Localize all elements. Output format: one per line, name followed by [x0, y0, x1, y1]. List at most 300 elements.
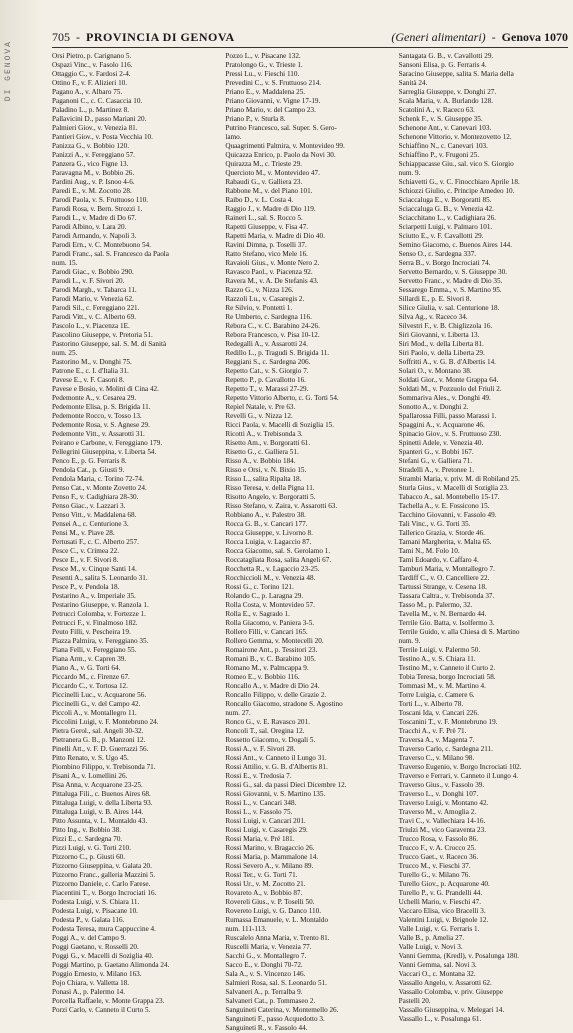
listing-entry: Rumassa Emanuele, v. L. Montaldo: [225, 916, 329, 924]
listing-entry: Scatolini A., v. Raceco 63.: [398, 106, 475, 114]
listing-entry: Quirazza M., c. Trieste 29.: [225, 160, 302, 168]
header-left: 705 - PROVINCIA DI GENOVA: [52, 30, 235, 44]
listing-entry: Piccardo M., c. Firenze 67.: [52, 673, 130, 681]
listing-entry: Tacchino Giovanni, v. Fassolo 49.: [398, 511, 497, 519]
listing-entry: Traverso Eugenio, v. Borgo Incrociati 102.: [398, 763, 522, 771]
listing-entry: Rocca Giacomo, sal. S. Gerolamo 1.: [225, 547, 331, 555]
listing-entry: Rossi Ant., v. Canneto il Lungo 31.: [225, 754, 327, 762]
listing-entry: Torti L., v. Alberto 78.: [398, 700, 464, 708]
listing-entry: Serra B., v. Borgo Incrociati 74.: [398, 259, 491, 267]
listing-entry: Panzera G., vico Figne 13.: [52, 160, 129, 168]
listing-entry: Pestarino Giuseppe, v. Ranzola 1.: [52, 601, 149, 609]
listing-entry: Rocca Giuseppe, v. Livorno 8.: [225, 529, 313, 537]
listing-entry: Prevedini C., v. S. Fruttuoso 214.: [225, 79, 322, 87]
listing-entry: Silice Giulia, v. sal. Centurione 18.: [398, 304, 500, 312]
listing-entry: Solari O., v. Montano 38.: [398, 367, 472, 375]
listing-entry: Sonotto A., v. Donghi 2.: [398, 403, 469, 411]
listing-entry: Redegalli A., v. Assarotti 24.: [225, 340, 308, 348]
listing-entry: Vassallo Colomba, v. priv. Giuseppe: [398, 988, 503, 996]
listing-entry: Torre Luigia, c. Camere 6.: [398, 691, 475, 699]
listing-entry: Rossi Maria, v. Pré 181.: [225, 835, 295, 843]
header-city-page: Genova 1070: [501, 30, 568, 44]
listing-entry: Risso Teresa, v. della Pigna 11.: [225, 484, 315, 492]
listing-entry: Pizzorno Daniele, c. Carlo Farese.: [52, 880, 151, 888]
listing-entry: Semino Giacomo, c. Buenos Aires 144.: [398, 241, 513, 249]
listing-entry: Quercioto M., v. Montevideo 47.: [225, 169, 320, 177]
listing-entry: Penso F., v. Cadighiara 28-30.: [52, 493, 139, 501]
listing-entry: Piana Felli, v. Fereggiano 55.: [52, 646, 137, 654]
listing-entry: Pitto Renato, v. S. Ugo 45.: [52, 754, 129, 762]
listing-column-2: [225, 52, 394, 1032]
listing-entry: num. 25.: [52, 349, 78, 357]
listing-entry: Repetto P., p. Cavallotto 16.: [225, 376, 306, 384]
listing-entry: Pittaluga Luigi, v. della Liberta 93.: [52, 799, 153, 807]
listing-entry: Risso A., v. Bobbio 184.: [225, 457, 296, 465]
listing-entry: Senso O., c. Sardegna 337.: [398, 250, 477, 258]
listing-entry: Rocchiccioli M., v. Venezia 48.: [225, 574, 316, 582]
listing-entry: Pesce M., v. Cinque Santi 14.: [52, 565, 137, 573]
listing-entry: Pastorino Giuseppe, sal. S. M. di Sanità: [52, 340, 167, 348]
listing-entry: Trucco Rosa, v. Fassolo 86.: [398, 835, 478, 843]
listing-entry: Robbiano A., v. Palestro 38.: [225, 511, 306, 519]
listing-entry: Paladino L., p. Martinez 8.: [52, 106, 130, 114]
listing-entry: Soffritti A., v. G. B. d'Albertis 14.: [398, 358, 496, 366]
listing-entry: Tasso M., p. Palermo, 32.: [398, 601, 473, 609]
listing-entry: Patrone E., c. I. d'Italia 31.: [52, 367, 129, 375]
listing-entry: Pizzi Luigi, v. G. Torti 210.: [52, 844, 131, 852]
listing-entry: Sciacchitano L., v. Cadighiara 26.: [398, 214, 496, 222]
listing-entry: Tali Vinc., v. G. Torti 35.: [398, 520, 471, 528]
listing-entry: Rossi Marino, v. Bragaccio 26.: [225, 844, 315, 852]
listing-entry: Piano A., v. G. Torti 64.: [52, 664, 121, 672]
listing-entry: Romani B., v. C. Barabino 105.: [225, 655, 316, 663]
listing-entry: Paravagna M., v. Bobbio 26.: [52, 169, 135, 177]
listing-entry: Parodi Ern., v. C. Montebuono 54.: [52, 241, 151, 249]
listing-entry: Rossi Ter., v. G. Torti 71.: [225, 871, 298, 879]
listing-entry: Pavese E., v. F. Casoni 8.: [52, 376, 125, 384]
listing-entry: Priano Mario, v. del Campo 23.: [225, 106, 316, 114]
listing-entry: Sillardi E., p. E. Sivori 8.: [398, 295, 472, 303]
listing-entry: Vanni Gemma, sal. Novi 3.: [398, 961, 477, 969]
listing-entry: Rollero Gemma, v. Montecelli 20.: [225, 637, 324, 645]
listing-entry: Romeo E., v. Bobbio 116.: [225, 673, 300, 681]
listing-entry: Parodi Mario, v. Venezia 62.: [52, 295, 134, 303]
listing-entry: Rossi G., sal. da passi Dieci Dicembre 12.: [225, 781, 347, 789]
listing-columns: [52, 52, 568, 1032]
listing-entry: Paredi E., v. M. Zocotto 28.: [52, 187, 132, 195]
listing-entry: Pagano A., v. Albaro 75.: [52, 88, 123, 96]
listing-entry: Ottino F., v. F. Alizieri 10.: [52, 79, 128, 87]
listing-entry: Santagata G. B., v. Cavallotti 29.: [398, 52, 494, 60]
listing-entry: Ruscalelo Anna Maria, v. Trento 81.: [225, 934, 330, 942]
listing-entry: Triulzi M., vico Garaventa 23.: [398, 826, 487, 834]
listing-entry: Pesce C., v. Crimea 22.: [52, 547, 120, 555]
listing-entry: Rossi Giovanni, v. S. Martino 135.: [225, 790, 326, 798]
listing-entry: Pantieri Giov., v. Posta Vecchia 10.: [52, 133, 153, 141]
listing-entry: Rapetti Maria, v. Madre di Dio 40.: [225, 232, 325, 240]
listing-entry: Risetto Am., v. Borgoratti 61.: [225, 439, 311, 447]
listing-entry: Rebora Francesco, v. Pisa 10-12.: [225, 331, 320, 339]
listing-entry: Testino A., v. S. Chiara 11.: [398, 655, 476, 663]
listing-entry: Poggi G., v. Macelli di Soziglia 40.: [52, 952, 154, 960]
listing-column-3: [398, 52, 568, 1023]
listing-entry: Raineri L., sal. S. Rocco 5.: [225, 214, 303, 222]
listing-entry: Salvaneri Cat., p. Tommaseo 2.: [225, 997, 316, 1005]
listing-entry: Penco E., p. G. Ferraris 8.: [52, 457, 127, 465]
listing-entry: Piccinelli Luc., v. Acquarone 56.: [52, 691, 147, 699]
listing-entry: Poggi Martino, p. Gaetano Alimonda 24.: [52, 961, 170, 969]
listing-entry: Penso Cat., v. Monte Zovetto 24.: [52, 484, 147, 492]
listing-entry: Tamani Margherita, v. Malta 65.: [398, 538, 492, 546]
listing-entry: Pittaluga Fili., c. Buenos Aires 68.: [52, 790, 151, 798]
listing-entry: Razzoli Lu., v. Casaregis 2.: [225, 295, 305, 303]
listing-entry: Parodi Paola, v. S. Fruttuoso 110.: [52, 196, 149, 204]
listing-entry: Peirano e Carbone, v. Fereggiano 179.: [52, 439, 163, 447]
listing-entry: Poggio Ernesto, v. Milano 163.: [52, 970, 142, 978]
listing-entry: Valle Luigi, v. Novi 3.: [398, 943, 463, 951]
listing-entry: Parodi Albino, v. Lara 20.: [52, 223, 127, 231]
page-header: [52, 30, 568, 48]
listing-entry: Rovereto Luigi, v. G. Danco 110.: [225, 907, 322, 915]
listing-entry: Tartussi Strange, v. Cesena 18.: [398, 583, 487, 591]
listing-entry: Tassara Caltra., v. Trebisonda 37.: [398, 592, 495, 600]
listing-entry: Schenk F., v. S. Giuseppe 35.: [398, 115, 483, 123]
listing-entry: Scala Maria, v. A. Burlando 128.: [398, 97, 494, 105]
listing-entry: Traverso Gius., v. Fassolo 39.: [398, 781, 485, 789]
listing-entry: Pensei A., c. Centurione 3.: [52, 520, 129, 528]
listing-entry: Tardiff C., v. O. Cancelliere 22.: [398, 574, 490, 582]
listing-entry: Traverso M., v. Amoglia 2.: [398, 808, 477, 816]
listing-entry: Pedemonte Elisa, p. S. Brigida 11.: [52, 403, 151, 411]
listing-entry: Rolla Costa, v. Montevideo 57.: [225, 601, 315, 609]
listing-entry: Traverso e Ferrari, v. Canneto il Lungo 4.: [398, 772, 519, 780]
listing-entry: Ruscelli Maria, v. Venezia 77.: [225, 943, 312, 951]
listing-entry: Parodi Rosa, v. Bern. Strozzi 1.: [52, 205, 143, 213]
page-number: 705: [52, 30, 70, 44]
listing-entry: Pizzorno Franc., galleria Mazzini 5.: [52, 871, 156, 879]
listing-entry: Spanteri G., v. Bobbi 167.: [398, 448, 474, 456]
listing-entry: Vanni Gemma, (Kredl), v. Posalunga 180.: [398, 952, 519, 960]
listing-entry: Siri Mod., v. della Liberta 81.: [398, 340, 484, 348]
listing-entry: Vaccari O., c. Montana 32.: [398, 970, 476, 978]
listing-entry: Ratto Stefano, vico Mele 16.: [225, 250, 308, 258]
listing-entry: Trucco M., v. Fieschi 37.: [398, 862, 471, 870]
listing-entry: Revelli G., v. Nizza 12.: [225, 412, 293, 420]
listing-entry: Tachella A., v. E. Fossicono 15.: [398, 502, 490, 510]
listing-entry: Sciutto E., v. F. Cavallotti 29.: [398, 232, 484, 240]
listing-entry: Re Umberto, c. Sardegna 116.: [225, 313, 312, 321]
listing-entry: Pesce E., v. F. Sivori 8.: [52, 556, 119, 564]
listing-entry: Pastorino M., v. Donghi 75.: [52, 358, 132, 366]
listing-entry: Razzo G., v. Nizza 126.: [225, 286, 294, 294]
listing-entry: Repetto Cat., v. S. Giorgio 7.: [225, 367, 309, 375]
listing-entry: Parodi Franc., sal. S. Francesco da Paola: [52, 250, 169, 258]
listing-entry: Petrucci F., v. Finalmoso 182.: [52, 619, 138, 627]
listing-entry: Podesta P., v. Galata 116.: [52, 916, 125, 924]
listing-entry: num. 15.: [52, 259, 78, 267]
listing-entry: Tami Edoardo, v. Caffaro 4.: [398, 556, 479, 564]
listing-entry: Tommasi M., v. M. Martino 4.: [398, 682, 486, 690]
listing-entry: Pietra Gerol., sal. Angeli 30-32.: [52, 727, 144, 735]
listing-entry: Pesce P., v. Pendola 18.: [52, 583, 120, 591]
listing-entry: Panizza G., v. Bobbio 120.: [52, 142, 129, 150]
header-province-title: PROVINCIA DI GENOVA: [86, 30, 235, 44]
listing-entry: Travi C., v. Vallechiara 14-16.: [398, 817, 486, 825]
listing-entry: Roncallo A., v. Madre di Dio 24.: [225, 682, 320, 690]
listing-entry: Sacco E., v. Donghi 70-72.: [225, 961, 303, 969]
listing-entry: Re Silvio, v. Pontetti 1.: [225, 304, 293, 312]
header-right: (Generi alimentari) - Genova 1070: [391, 30, 568, 44]
listing-entry: Trucco F., v. A. Crocco 25.: [398, 844, 477, 852]
listing-entry: Palmieri Giov., v. Venezia 81.: [52, 124, 138, 132]
listing-entry: Terrile Guido, v. alla Chiesa di S. Martino: [398, 628, 520, 636]
listing-entry: Risotto Angelo, v. Borgoratti 5.: [225, 493, 316, 501]
listing-entry: Servetto Franc., v. Madre di Dio 35.: [398, 277, 503, 285]
listing-entry: Toscani Ida, v. Cancari 226.: [398, 709, 479, 717]
listing-entry: Sacchi G., v. Montallegro 7.: [225, 952, 307, 960]
listing-entry: Sciarpetti Luigi, v. Palmaro 101.: [398, 223, 493, 231]
listing-entry: Rossi L., v. Fassolo 75.: [225, 808, 293, 816]
listing-entry: Spinetti Adele, v. Venezia 40.: [398, 439, 484, 447]
listing-entry: Ricotti A., v. Trebisonda 3.: [225, 430, 303, 438]
listing-entry: Tabacco A., sal. Montebello 15-17.: [398, 493, 500, 501]
listing-entry: Terrile Gio. Batta, v. Isolfermo 3.: [398, 619, 495, 627]
listing-entry: Paganoni C., c. C. Casaccia 10.: [52, 97, 143, 105]
listing-entry: Pietranera G. B., p. Manzoni 12.: [52, 736, 146, 744]
listing-entry: num. 9.: [398, 637, 421, 645]
listing-entry: Pascolo L., v. Piacenza 1E.: [52, 322, 130, 330]
listing-entry: Ricci Paola, v. Macelli di Soziglia 15.: [225, 421, 335, 429]
listing-entry: Sciaccaluga E., v. Borgoratti 85.: [398, 196, 492, 204]
listing-entry: Penso Giac., v. Lazzari 3.: [52, 502, 126, 510]
listing-entry: Pratolongo G., v. Trieste 1.: [225, 61, 303, 69]
listing-entry: Pendola Maria, c. Torino 72-74.: [52, 475, 144, 483]
listing-entry: Rocca G. B., v. Cancari 177.: [225, 520, 308, 528]
listing-entry: Pisa Anna, v. Acquarone 23-25.: [52, 781, 143, 789]
listing-entry: Rocchetta R., v. Lagaccio 23-25.: [225, 565, 320, 573]
listing-entry: Turello G., v. Milano 76.: [398, 871, 471, 879]
listing-entry: Ponasi A., p. Palermo 14.: [52, 988, 126, 996]
listing-entry: Ospazi Vinc., v. Fasolo 116.: [52, 61, 133, 69]
listing-entry: Priano Giovanni, v. Vigne 17-19.: [225, 97, 321, 105]
listing-entry: Saracino Giuseppe, salita S. Maria della: [398, 70, 514, 78]
listing-entry: Rolla E., v. Sagrado 1.: [225, 610, 290, 618]
listing-entry: Silva Ag., v. Raceco 34.: [398, 313, 468, 321]
listing-entry: Pellegrini Giuseppina, v. Liberta 54.: [52, 448, 157, 456]
listing-entry: Panizzi A., v. Fereggiano 57.: [52, 151, 135, 159]
listing-entry: Rolla Giacomo, v. Paniera 3-5.: [225, 619, 315, 627]
listing-entry: Piccinelli G., v. del Campo 42.: [52, 700, 141, 708]
listing-entry: Quaagrimenti Palmira, v. Montevideo 99.: [225, 142, 345, 150]
listing-entry: Uchelli Mario, v. Fieschi 47.: [398, 898, 482, 906]
listing-entry: Parodi Giac., v. Bobbio 290.: [52, 268, 134, 276]
listing-entry: Rovereli Gius., v. P. Toselli 50.: [225, 898, 315, 906]
listing-entry: Sturla Gius., v. Macelli di Soziglia 23.: [398, 484, 509, 492]
listing-entry: Quicazza Enrico, p. Paolo da Novi 30.: [225, 151, 336, 159]
listing-entry: Trucco Gaet., v. Raceco 36.: [398, 853, 479, 861]
listing-entry: Rocca Luigia, v. Lagaccio 87.: [225, 538, 312, 546]
listing-entry: Pestarino A., v. Imperiale 35.: [52, 592, 136, 600]
listing-entry: Vassallo Angelo, v. Assarotti 62.: [398, 979, 492, 987]
listing-entry: Rossi Severo A., v. Milano 89.: [225, 862, 314, 870]
listing-entry: num. 27.: [225, 709, 251, 717]
listing-entry: Schiaffino N., c. Canevari 103.: [398, 142, 488, 150]
listing-entry: Rapetti Giuseppe, v. Fisa 47.: [225, 223, 309, 231]
listing-entry: Risso e Orsi, v. N. Bixio 15.: [225, 466, 307, 474]
listing-entry: Traverso L., v. Donghi 107.: [398, 790, 479, 798]
listing-entry: Rollero Filli, v. Cancari 165.: [225, 628, 308, 636]
listing-entry: Tobia Teresa, borgo Incrociati 58.: [398, 673, 496, 681]
listing-entry: Rolando C., p. Laragna 29.: [225, 592, 304, 600]
listing-entry: Salmieri Rosa, sal. S. Leonardo 51.: [225, 979, 327, 987]
listing-entry: Rebora C., v. C. Barabino 24-26.: [225, 322, 320, 330]
listing-entry: Piana Arm., v. Capren 39.: [52, 655, 127, 663]
listing-entry: Porcella Raffaele, v. Monte Grappa 23.: [52, 997, 165, 1005]
listing-entry: Ravasco Paol., v. Piacenza 92.: [225, 268, 313, 276]
listing-entry: Spaggini A., v. Acquarone 46.: [398, 421, 485, 429]
listing-entry: Ravera M., v. A. De Stefanis 43.: [225, 277, 319, 285]
listing-entry: Priano P., v. Sturla 8.: [225, 115, 286, 123]
listing-entry: Pascolino Giuseppe, v. Pretoria 51.: [52, 331, 153, 339]
listing-entry: Schiappacasse Giu., sal. vico S. Giorgio: [398, 160, 514, 168]
listing-entry: Piazza Palmira, v. Fereggiano 35.: [52, 637, 149, 645]
listing-entry: Poggi A., v. del Campo 9.: [52, 934, 127, 942]
listing-entry: Valle B., p. Amelia 27.: [398, 934, 465, 942]
listing-entry: Repiel Natale, v. Pre 63.: [225, 403, 296, 411]
listing-entry: Risetto G., c. Galliera 51.: [225, 448, 299, 456]
listing-entry: Pardini Aug., v. P. Isnoo 4-6.: [52, 178, 135, 186]
listing-column-1: [52, 52, 221, 1014]
listing-entry: Rossi G., c. Torino 121.: [225, 583, 294, 591]
listing-entry: Parodi L., v. Madre di Do 67.: [52, 214, 137, 222]
listing-entry: Pastelli 20.: [398, 997, 431, 1005]
listing-entry: Stradelli A., v. Pretonee 1.: [398, 466, 475, 474]
listing-entry: Rossi E., v. Tredosia 7.: [225, 772, 292, 780]
listing-entry: Schiavetti G., v. C. Finocchiaro Aprile 18.: [398, 178, 520, 186]
listing-entry: Vassallo L., v. Posalunga 61.: [398, 1015, 482, 1023]
listing-entry: Parodi Sil., c. Fereggiano 221.: [52, 304, 140, 312]
header-section: (Generi alimentari): [391, 30, 486, 44]
listing-entry: Putrino Francesco, sal. Super. S. Gero-: [225, 124, 337, 132]
listing-entry: Parodi Armando, v. Napoli 3.: [52, 232, 137, 240]
listing-entry: Repetto Vittorio Alberto, c. G. Torti 54.: [225, 394, 339, 402]
listing-entry: Parodi Vitt., v. C. Alberto 69.: [52, 313, 137, 321]
listing-entry: Stefani G., v. Galliera 71.: [398, 457, 473, 465]
listing-entry: lamo.: [225, 133, 242, 141]
listing-entry: Romairone Ant., p. Tessitori 23.: [225, 646, 318, 654]
listing-entry: Pizzorno C., p. Giusti 60.: [52, 853, 126, 861]
listing-entry: Piccoli A., v. Montallegro 11.: [52, 709, 137, 717]
listing-entry: Pesenti A., salita S. Leonardo 31.: [52, 574, 148, 582]
listing-entry: Valle Luigi, v. G. Ferraris 1.: [398, 925, 480, 933]
listing-entry: Orsi Pietro, p. Carignano 5.: [52, 52, 132, 60]
listing-entry: Traversa A., v. Magenta 7.: [398, 736, 475, 744]
listing-entry: Sarreglia Giuseppe, v. Donghi 27.: [398, 88, 497, 96]
listing-entry: Silvestri F., v. B. Chiglizzola 16.: [398, 322, 493, 330]
listing-entry: Vaccaro Elisa, vico Bracelli 3.: [398, 907, 486, 915]
listing-entry: Pavese e Bosio, v. Molini di Cina 42.: [52, 385, 159, 393]
listing-entry: Sciaccaluga G. B., v. Venezia 42.: [398, 205, 494, 213]
listing-entry: Peuto Filli, v. Pescheira 19.: [52, 628, 131, 636]
listing-entry: num. 9.: [398, 169, 421, 177]
listing-entry: Soldati M., v. Pozzuolo del Friuli 2.: [398, 385, 502, 393]
listing-entry: Pedemonte Vitt., v. Assarotti 31.: [52, 430, 145, 438]
listing-entry: Rossi Luigi, v. Cancari 201.: [225, 817, 306, 825]
listing-entry: Rossi Luigi, v. Casaregis 29.: [225, 826, 308, 834]
listing-entry: Soldati Gior., v. Monte Grappa 64.: [398, 376, 499, 384]
listing-entry: Rossi Maria, p. Mammalone 14.: [225, 853, 319, 861]
listing-entry: Vassallo Giuseppina, v. Melegari 14.: [398, 1006, 505, 1014]
listing-entry: Strambi Maria, v. priv. M. di Robiland 25.: [398, 475, 520, 483]
listing-entry: Porzi Carlo, v. Canneto il Curto 5.: [52, 1006, 151, 1014]
listing-entry: Schiaffino P., v. Frugoni 25.: [398, 151, 480, 159]
listing-entry: Repetto T., v. Marassi 27-29.: [225, 385, 309, 393]
listing-entry: Sansoni Elisa, p. G. Ferraris 4.: [398, 61, 487, 69]
listing-entry: Roncallo Filippo, v. delle Grazie 2.: [225, 691, 327, 699]
listing-entry: Pedemonte Rocco, v. Tosso 13.: [52, 412, 142, 420]
listing-entry: Valentini Luigi, v. Brignole 12.: [398, 916, 489, 924]
listing-entry: Reggiani S., c. Sardegna 206.: [225, 358, 311, 366]
listing-entry: Roncoli T., sal. Oregina 12.: [225, 727, 305, 735]
listing-entry: Piacentini T., v. Borgo Incrociati 16.: [52, 889, 157, 897]
listing-entry: num. 111-113.: [225, 925, 267, 933]
listing-entry: Sanguineti F., passo Acquedotto 3.: [225, 1015, 325, 1023]
listing-entry: Spallarossa Filli, passo Marassi 1.: [398, 412, 497, 420]
listing-entry: Tavella M., v. N. Bernardo 44.: [398, 610, 487, 618]
listing-entry: Tami N., M. Folo 10.: [398, 547, 460, 555]
listing-entry: Pensi M., v. Piave 28.: [52, 529, 115, 537]
listing-entry: Pressi Lu., v. Fieschi 110.: [225, 70, 300, 78]
listing-entry: Sessarego Emma., v. S. Martino 95.: [398, 286, 502, 294]
listing-entry: Traverso Luigi, v. Montano 42.: [398, 799, 489, 807]
listing-entry: Turello Giov., p. Acquarone 40.: [398, 880, 490, 888]
listing-entry: Schiozzi Giulio, c. Principe Amedeo 10.: [398, 187, 515, 195]
listing-entry: Ronco G., v. E. Ravasco 201.: [225, 718, 310, 726]
directory-page: [52, 30, 568, 1032]
listing-entry: Raibo D., v. L. Costa 4.: [225, 196, 294, 204]
listing-entry: Priano E., v. Maddalena 25.: [225, 88, 306, 96]
listing-entry: Piombino Filippo, v. Trebisonda 71.: [52, 763, 156, 771]
listing-entry: Pendola Cat., p. Giusti 9.: [52, 466, 125, 474]
listing-entry: Ravini Dimna, p. Toselli 37.: [225, 241, 307, 249]
listing-entry: Ravaioli Gius., v. Monte Nero 2.: [225, 259, 320, 267]
listing-entry: Rossi L., v. Cancari 348.: [225, 799, 297, 807]
listing-entry: Siri Giovanni, v. Liberta 13.: [398, 331, 480, 339]
listing-entry: Podesta Luigi, v. Pisacane 10.: [52, 907, 138, 915]
listing-entry: Pizzorno Giuseppina, v. Galata 20.: [52, 862, 152, 870]
listing-entry: Pedemonte Rosa, v. S. Agnese 29.: [52, 421, 150, 429]
listing-entry: Rabbone M., v. del Piano 101.: [225, 187, 313, 195]
listing-entry: Sala A., v. S. Vincenzo 146.: [225, 970, 306, 978]
listing-entry: Salvaneri A., p. Terralba 9.: [225, 988, 303, 996]
listing-entry: Pedemonte A., v. Cesarea 29.: [52, 394, 137, 402]
listing-entry: Rossi A., v. F. Sivori 28.: [225, 745, 296, 753]
listing-entry: Pisani A., v. Lomellini 26.: [52, 772, 128, 780]
listing-entry: Traverso Carlo, c. Sardegna 211.: [398, 745, 493, 753]
listing-entry: Pallavicini D., passo Mariani 20.: [52, 115, 147, 123]
listing-entry: Raggio J., v. Madre di Dio 119.: [225, 205, 316, 213]
listing-entry: Sommariva Ales., v. Donghi 49.: [398, 394, 491, 402]
listing-entry: Tallerico Grazia, v. Storde 46.: [398, 529, 485, 537]
listing-entry: Pozzo L., v. Pisacane 132.: [225, 52, 301, 60]
listing-entry: Testino M., v. Canneto il Curto 2.: [398, 664, 496, 672]
listing-entry: Parodi Margh., v. Tabarca 11.: [52, 286, 137, 294]
listing-entry: Pitto Ing., v. Bobbio 38.: [52, 826, 122, 834]
listing-entry: Risso L., salita Ripalta 18.: [225, 475, 302, 483]
listing-entry: Schenone Vittorio, v. Montezovetto 12.: [398, 133, 512, 141]
listing-entry: Traverso C., v. Milano 98.: [398, 754, 475, 762]
listing-entry: Rossetto Giacomo, v. Dogali 5.: [225, 736, 316, 744]
